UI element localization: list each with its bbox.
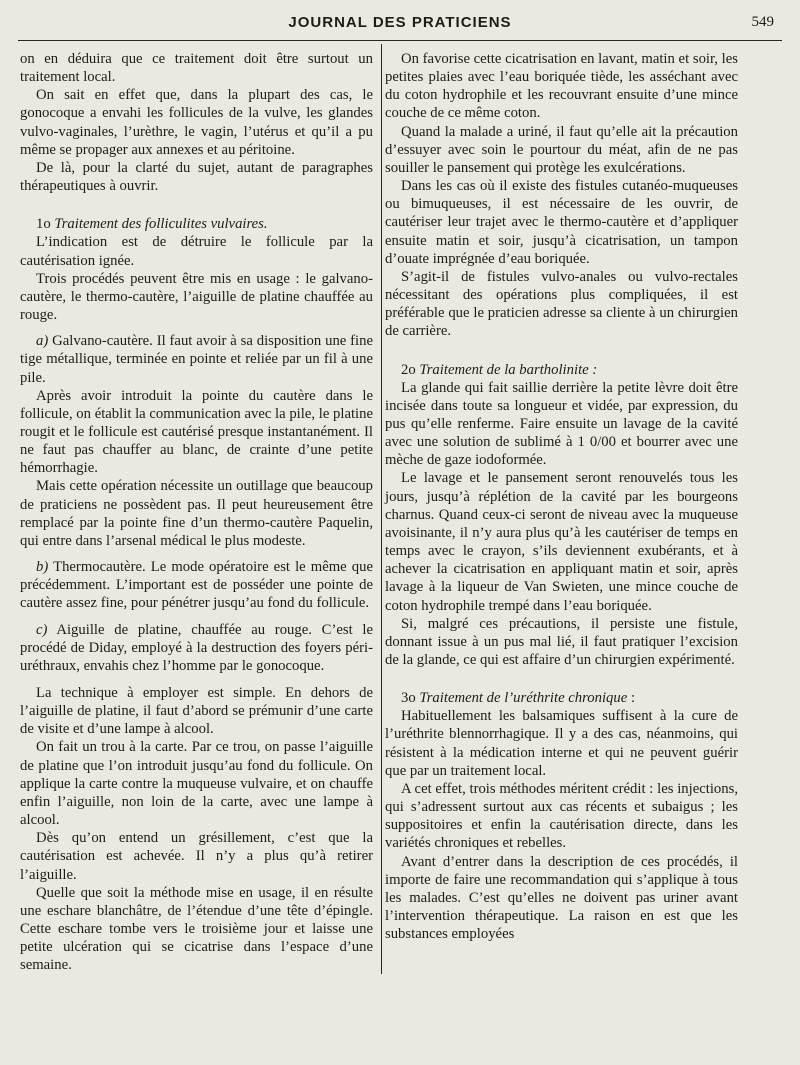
section-title: Traitement de la bartholinite :	[419, 361, 598, 378]
paragraph: L’indication est de détruire le follicule par la cautérisation ignée.	[20, 234, 373, 269]
item-marker: c)	[36, 621, 48, 638]
item-marker: b)	[36, 559, 49, 576]
section-heading-folliculites	[20, 215, 373, 233]
section-heading-urethrite	[385, 689, 738, 707]
section-number: 2o	[401, 361, 416, 378]
paragraph: Mais cette opération nécessite un outillage que beaucoup de praticiens ne possèdent pas. Il peut heureusement être remplacé par la pointe fine d’un thermo-cautère Paquelin, qui entre dans l’arsenal médical le plus modeste.	[20, 478, 373, 549]
paragraph: Dans les cas où il existe des fistules cutanéo-muqueuses ou bimuqueuses, il est nécessaire de les ouvrir, de cautériser leur trajet avec le thermo-cautère et d’appliquer ensuite matin et soir, jusqu’à cicatrisation, un tampon d’ouate imprégnée d’eau boriquée.	[385, 178, 738, 267]
left-column	[20, 50, 373, 975]
paragraph: On favorise cette cicatrisation en lavant, matin et soir, les petites plaies avec l’eau boriquée tiède, les asséchant avec du coton hydrophile et les recouvrant ensuite d’une mince couche de ce même coton.	[385, 51, 738, 122]
paragraph: A cet effet, trois méthodes méritent crédit : les injections, qui s’adressent surtout aux cas récents et subaigus ; les suppositoires et enfin la cautérisation directe, dans les variétés chroniques et rebelles.	[385, 780, 738, 852]
paragraph: Dès qu’on entend un grésillement, c’est que la cautérisation est achevée. Il n’y a plus qu’à retirer l’aiguille.	[20, 830, 373, 883]
paragraph: La glande qui fait saillie derrière la petite lèvre doit être incisée dans toute sa longueur et vidée, par expression, du pus qu’elle renferme. Faire ensuite un lavage de la cavité avec une solution de sublimé à 1 0/00 et bourrer avec une mèche de gaze iodoformée.	[385, 379, 738, 469]
section-number: 1o	[36, 216, 51, 233]
heading-colon: :	[627, 690, 636, 707]
paragraph: Avant d’entrer dans la description de ces procédés, il importe de faire une recommandation qui s’applique à tous les malades. C’est qu’elles ne doivent pas uriner avant l’intervention thérapeutique. La raison en est que les substances employées	[385, 853, 738, 943]
paragraph: Si, malgré ces précautions, il persiste une fistule, donnant issue à un pus mal lié, il faut pratiquer l’excision de la glande, ce qui est affaire d’un chirurgien expérimenté.	[385, 615, 738, 668]
paragraph-text: Thermocautère. Le mode opératoire est le même que précédemment. L’important est de posséder une pointe de cautère assez fine, pour pénétrer jusqu’au fond du follicule.	[20, 559, 373, 612]
journal-title: JOURNAL DES PRATICIENS	[288, 14, 512, 31]
paragraph: Trois procédés peuvent être mis en usage : le galvano-cautère, le thermo-cautère, l’aiguille de platine chauffée au rouge.	[20, 270, 373, 324]
page-number: 549	[751, 14, 774, 30]
paragraph: Quelle que soit la méthode mise en usage, il en résulte une eschare blanchâtre, de l’étendue d’une tête d’épingle. Cette eschare tombe vers le troisième jour et laisse une petite ulcération qui se cicatrise dans l’espace d’une semaine.	[20, 884, 373, 974]
procedure-a	[20, 332, 373, 386]
paragraph-text: Galvano-cautère. Il faut avoir à sa disposition une fine tige métallique, terminée en pointe et reliée par un fil à une pile.	[20, 333, 374, 386]
procedure-c	[20, 621, 373, 675]
paragraph: S’agit-il de fistules vulvo-anales ou vulvo-rectales nécessitant des opérations plus compliquées, il est préférable que le praticien adresse sa cliente à un chirurgien de carrière.	[385, 268, 738, 340]
paragraph: on en déduira que ce traitement doit être surtout un traitement local.	[20, 51, 373, 86]
paragraph-text: Aiguille de platine, chauffée au rouge. C’est le procédé de Diday, employé à la destruction des foyers péri-uréthraux, envahis chez l’homme par le gonocoque.	[20, 621, 373, 674]
item-marker: a)	[36, 333, 49, 350]
running-header	[18, 10, 782, 36]
column-divider	[381, 44, 382, 974]
paragraph: Habituellement les balsamiques suffisent à la cure de l’uréthrite blennorrhagique. Il y a des cas, néanmoins, qui résistent à la médication interne et qui ne peuvent guérir que par un traitement local.	[385, 708, 738, 779]
paragraph: La technique à employer est simple. En dehors de l’aiguille de platine, il faut d’abord se prémunir d’une carte de visite et d’une lampe à alcool.	[20, 685, 373, 738]
section-title: Traitement de l’uréthrite chronique	[419, 690, 628, 707]
section-number: 3o	[401, 690, 416, 707]
right-column	[385, 50, 738, 943]
paragraph: On sait en effet que, dans la plupart des cas, le gonocoque a envahi les follicules de la vulve, les glandes vulvo-vaginales, l’urèthre, le vagin, l’utérus et qu’il a pu même se propager aux annexes et au péritoine.	[20, 87, 373, 158]
paragraph: Quand la malade a uriné, il faut qu’elle ait la précaution d’essuyer avec soin le pourtour du méat, afin de ne pas souiller le pansement qui protège les exulcérations.	[385, 123, 738, 176]
paragraph: Après avoir introduit la pointe du cautère dans le follicule, on établit la communication avec la pile, le platine rougit et le follicule est cautérisé presque instantanément. Il ne faut pas chauffer au blanc, de crainte d’une petite hémorrhagie.	[20, 387, 373, 477]
section-title: Traitement des folliculites vulvaires.	[54, 216, 268, 233]
header-rule	[18, 40, 782, 41]
paragraph: De là, pour la clarté du sujet, autant de paragraphes thérapeutiques à ouvrir.	[20, 159, 373, 195]
section-heading-bartholinite	[385, 361, 738, 379]
paragraph: Le lavage et le pansement seront renouvelés tous les jours, jusqu’à réplétion de la cavité par les bourgeons charnus. Quand ceux-ci seront de niveau avec la muqueuse avoisinante, il n’y aura plus qu’à les cautériser de temps en temps avec le crayon, s’ils deviennent exubérants, et à achever la cicatrisation en appliquant matin et soir, après lavage à la liqueur de Van Swieten, une mince couche de coton hydrophile trempé dans l’eau boriquée.	[385, 470, 738, 614]
procedure-b	[20, 558, 373, 612]
paragraph: On fait un trou à la carte. Par ce trou, on passe l’aiguille de platine que l’on introduit jusqu’au fond du follicule. On applique la carte contre la muqueuse vulvaire, et on chauffe enfin l’aiguille, non loin de la carte, avec une lampe à alcool.	[20, 739, 373, 829]
